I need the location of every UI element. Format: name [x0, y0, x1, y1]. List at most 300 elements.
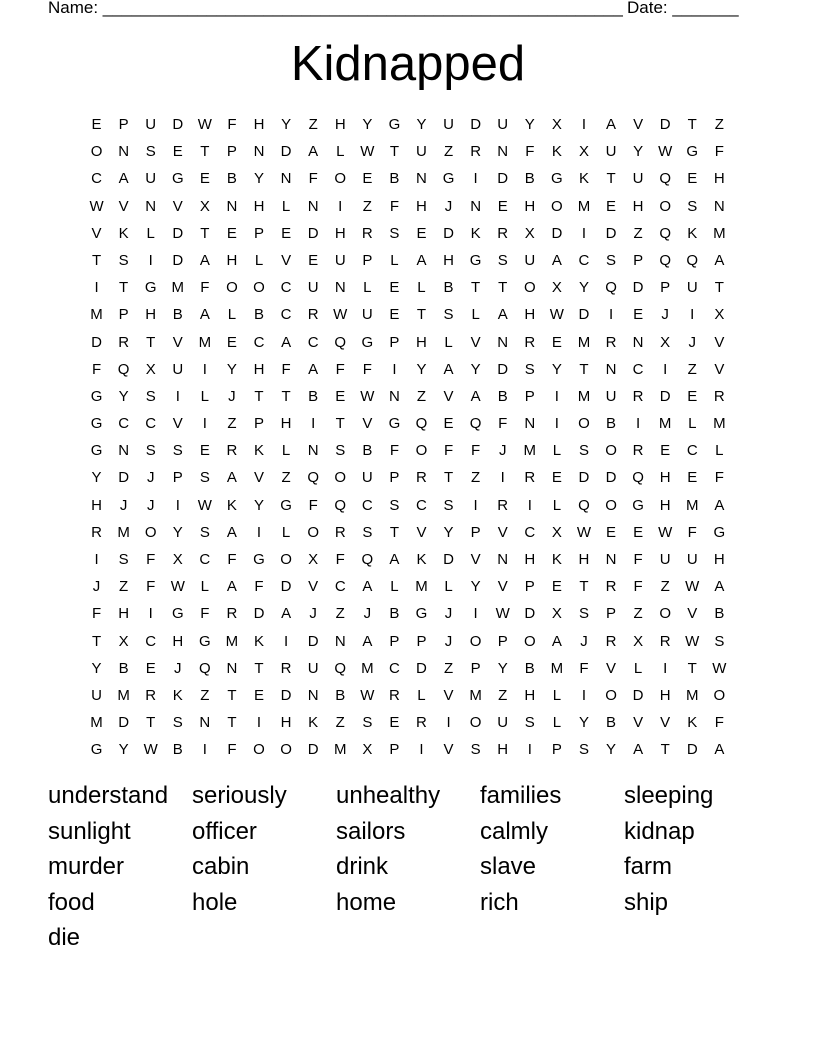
grid-cell: X: [362, 741, 373, 759]
grid-row: [83, 658, 733, 685]
grid-cell: F: [200, 605, 210, 623]
grid-cell: U: [172, 360, 184, 378]
grid-cell: Y: [416, 360, 427, 378]
grid-cell: T: [335, 415, 345, 433]
grid-cell: T: [443, 469, 454, 487]
grid-cell: V: [470, 333, 481, 351]
grid-cell: Y: [118, 387, 129, 405]
grid-cell: O: [280, 741, 292, 759]
grid-cell: E: [362, 170, 373, 188]
grid-cell: V: [172, 333, 183, 351]
grid-cell: M: [90, 306, 103, 324]
grid-cell: Y: [91, 469, 102, 487]
grid-cell: V: [714, 333, 725, 351]
grid-cell: I: [527, 741, 532, 759]
grid-cell: F: [227, 741, 237, 759]
grid-cell: I: [581, 116, 587, 133]
grid-cell: B: [714, 605, 725, 623]
grid-cell: I: [554, 415, 559, 433]
grid-cell: F: [281, 360, 291, 378]
grid-cell: E: [606, 523, 617, 541]
grid-cell: B: [524, 659, 535, 677]
grid-cell: I: [94, 279, 99, 297]
grid-cell: D: [416, 659, 427, 677]
grid-cell: F: [471, 442, 481, 460]
grid-cell: U: [632, 170, 644, 188]
grid-cell: W: [685, 578, 700, 596]
grid-cell: S: [578, 442, 589, 460]
grid-cell: X: [633, 632, 644, 650]
grid-cell: U: [416, 143, 427, 161]
grid-cell: P: [172, 469, 183, 487]
grid-cell: N: [470, 197, 482, 215]
grid-cell: F: [498, 415, 508, 433]
grid-cell: Y: [226, 360, 237, 378]
grid-cell: D: [605, 469, 617, 487]
word-list-item: drink: [336, 853, 389, 880]
grid-cell: S: [524, 360, 535, 378]
grid-row: [83, 549, 733, 576]
grid-cell: F: [146, 578, 156, 596]
grid-cell: I: [202, 741, 207, 759]
grid-cell: N: [524, 415, 536, 433]
word-list-item: cabin: [192, 853, 250, 880]
grid-cell: Z: [335, 714, 345, 732]
grid-cell: D: [280, 686, 292, 704]
grid-cell: Q: [659, 224, 672, 242]
grid-cell: E: [172, 143, 183, 161]
grid-cell: T: [579, 360, 589, 378]
grid-cell: S: [578, 741, 589, 759]
grid-cell: J: [688, 333, 696, 351]
grid-cell: D: [497, 360, 509, 378]
grid-cell: T: [119, 279, 129, 297]
grid-cell: I: [473, 605, 478, 623]
grid-cell: K: [226, 496, 237, 514]
grid-cell: S: [443, 496, 454, 514]
grid-cell: A: [714, 741, 725, 759]
grid-cell: J: [363, 605, 372, 623]
grid-cell: R: [524, 333, 536, 351]
grid-cell: B: [172, 306, 183, 324]
grid-cell: T: [389, 523, 399, 541]
grid-cell: S: [145, 387, 156, 405]
grid-cell: O: [226, 279, 238, 297]
grid-cell: I: [608, 306, 614, 324]
grid-cell: V: [633, 116, 644, 133]
grid-cell: R: [226, 605, 238, 623]
grid-cell: Y: [578, 714, 589, 732]
grid-cell: A: [199, 251, 210, 269]
grid-cell: M: [686, 686, 699, 704]
grid-cell: U: [686, 551, 698, 568]
grid-cell: A: [226, 523, 237, 541]
grid-cell: B: [389, 605, 400, 623]
grid-cell: N: [632, 333, 644, 351]
grid-cell: K: [551, 143, 562, 161]
grid-cell: I: [446, 714, 451, 732]
grid-cell: T: [281, 387, 291, 405]
grid-cell: A: [416, 251, 427, 269]
grid-cell: V: [497, 578, 508, 596]
grid-cell: W: [712, 659, 727, 677]
grid-cell: Y: [578, 279, 589, 297]
grid-cell: Z: [335, 605, 345, 623]
grid-cell: F: [335, 360, 345, 378]
grid-cell: E: [687, 170, 698, 188]
grid-cell: Q: [659, 251, 672, 269]
grid-cell: J: [228, 387, 236, 405]
grid-cell: M: [198, 333, 212, 351]
grid-cell: V: [443, 686, 454, 704]
grid-cell: F: [91, 605, 102, 623]
grid-cell: C: [199, 551, 211, 568]
grid-cell: S: [497, 251, 508, 269]
grid-cell: P: [118, 306, 129, 324]
grid-cell: G: [713, 523, 726, 541]
grid-cell: R: [713, 387, 725, 405]
grid-cell: D: [307, 741, 319, 759]
grid-cell: E: [199, 170, 210, 188]
grid-cell: Q: [659, 170, 672, 188]
word-list-item: food: [48, 888, 95, 916]
grid-cell: A: [226, 578, 237, 596]
grid-cell: S: [335, 442, 346, 460]
grid-cell: X: [551, 605, 562, 623]
grid-cell: P: [470, 659, 481, 677]
grid-cell: M: [415, 578, 428, 596]
grid-cell: P: [497, 632, 508, 650]
grid-cell: H: [416, 197, 427, 215]
grid-row: [83, 386, 733, 413]
grid-row: [83, 495, 733, 522]
grid-cell: P: [551, 741, 562, 759]
grid-cell: O: [659, 197, 672, 215]
grid-cell: G: [686, 143, 699, 161]
grid-cell: S: [145, 143, 156, 161]
grid-cell: I: [554, 387, 559, 405]
grid-cell: B: [443, 279, 454, 297]
grid-cell: L: [471, 306, 480, 324]
grid-cell: T: [660, 741, 670, 759]
grid-cell: G: [388, 415, 401, 433]
grid-cell: I: [419, 741, 424, 759]
grid-cell: T: [227, 686, 237, 704]
grid-cell: H: [659, 469, 671, 487]
grid-cell: P: [226, 143, 237, 161]
grid-cell: H: [253, 197, 265, 215]
grid-cell: H: [713, 551, 725, 568]
grid-cell: M: [658, 415, 672, 433]
grid-cell: I: [663, 360, 668, 378]
grid-cell: P: [389, 469, 400, 487]
grid-cell: G: [253, 551, 265, 568]
grid-cell: O: [307, 523, 319, 541]
grid-cell: P: [416, 632, 427, 650]
grid-cell: H: [443, 251, 454, 269]
grid-cell: L: [390, 578, 399, 596]
grid-cell: F: [146, 551, 156, 568]
grid-cell: D: [307, 632, 319, 650]
grid-cell: L: [390, 251, 399, 269]
grid-cell: X: [551, 523, 562, 541]
grid-cell: S: [389, 224, 400, 242]
grid-row: [83, 522, 733, 549]
grid-cell: I: [94, 551, 99, 568]
grid-cell: H: [524, 551, 536, 568]
grid-cell: L: [715, 442, 724, 460]
grid-cell: Y: [254, 496, 265, 514]
grid-cell: P: [524, 387, 535, 405]
grid-cell: Q: [117, 360, 130, 378]
grid-cell: R: [280, 659, 292, 677]
grid-cell: W: [658, 523, 673, 541]
grid-cell: R: [632, 387, 644, 405]
grid-cell: G: [415, 605, 428, 623]
name-field[interactable]: Name: _______________________________________________________: [48, 0, 623, 17]
grid-cell: R: [416, 714, 427, 732]
grid-cell: S: [118, 251, 129, 269]
grid-cell: H: [659, 686, 671, 704]
grid-cell: A: [714, 496, 725, 514]
grid-cell: D: [443, 224, 454, 242]
grid-row: [83, 141, 733, 168]
grid-cell: T: [714, 279, 724, 297]
grid-cell: E: [606, 197, 617, 215]
grid-cell: K: [578, 170, 589, 188]
grid-cell: R: [91, 523, 102, 541]
grid-cell: R: [497, 224, 509, 242]
grid-cell: D: [470, 116, 482, 133]
grid-cell: N: [199, 714, 211, 732]
grid-cell: J: [580, 632, 588, 650]
grid-cell: B: [226, 170, 237, 188]
grid-cell: O: [334, 170, 347, 188]
grid-cell: O: [469, 714, 482, 732]
grid-cell: H: [416, 333, 427, 351]
grid-cell: D: [172, 116, 184, 133]
grid-cell: P: [118, 116, 129, 133]
grid-cell: G: [280, 496, 292, 514]
grid-cell: B: [172, 741, 183, 759]
grid-cell: A: [281, 333, 292, 351]
grid-cell: M: [577, 387, 591, 405]
grid-cell: I: [284, 632, 289, 650]
grid-cell: F: [579, 659, 589, 677]
grid-cell: U: [145, 116, 157, 133]
grid-cell: R: [416, 469, 427, 487]
grid-cell: U: [605, 387, 617, 405]
grid-cell: Y: [362, 116, 373, 133]
grid-cell: W: [333, 306, 348, 324]
grid-cell: H: [172, 632, 184, 650]
grid-cell: B: [524, 170, 535, 188]
grid-cell: D: [280, 143, 292, 161]
grid-cell: P: [633, 251, 644, 269]
grid-cell: F: [714, 143, 724, 161]
grid-cell: V: [714, 360, 725, 378]
grid-row: [83, 631, 733, 658]
grid-cell: D: [307, 224, 319, 242]
grid-cell: Z: [227, 415, 237, 433]
word-list-item: seriously: [192, 782, 287, 809]
grid-cell: D: [551, 224, 563, 242]
grid-cell: T: [416, 306, 427, 324]
grid-cell: W: [143, 741, 158, 759]
grid-cell: F: [362, 360, 372, 378]
grid-cell: V: [281, 251, 292, 269]
grid-cell: H: [226, 251, 238, 269]
grid-cell: H: [253, 116, 265, 133]
grid-cell: E: [389, 306, 400, 324]
grid-cell: Q: [686, 251, 699, 269]
grid-cell: L: [336, 143, 345, 161]
grid-cell: T: [687, 116, 697, 133]
grid-cell: G: [469, 251, 482, 269]
grid-cell: U: [307, 279, 319, 297]
grid-cell: J: [444, 197, 453, 215]
grid-cell: B: [606, 714, 617, 732]
grid-cell: T: [200, 224, 210, 242]
grid-cell: K: [308, 714, 319, 732]
grid-cell: G: [551, 170, 563, 188]
grid-cell: A: [118, 170, 129, 188]
grid-cell: E: [335, 387, 346, 405]
grid-cell: A: [551, 632, 562, 650]
grid-cell: O: [605, 686, 617, 704]
word-list-item: understand: [48, 782, 169, 809]
grid-cell: E: [254, 686, 265, 704]
grid-cell: C: [307, 333, 319, 351]
grid-cell: N: [307, 197, 319, 215]
grid-cell: W: [360, 143, 375, 161]
grid-cell: L: [552, 496, 562, 514]
grid-cell: Z: [498, 686, 508, 704]
grid-cell: L: [552, 714, 562, 732]
grid-row: [83, 603, 733, 630]
grid-cell: U: [524, 251, 536, 269]
grid-cell: A: [199, 306, 210, 324]
grid-cell: C: [145, 632, 157, 650]
grid-cell: Q: [334, 333, 347, 351]
grid-cell: M: [577, 197, 591, 215]
grid-cell: O: [713, 686, 726, 704]
grid-cell: E: [416, 224, 427, 242]
word-list-item: murder: [48, 853, 125, 880]
grid-cell: W: [197, 496, 212, 514]
grid-cell: M: [225, 632, 239, 650]
grid-cell: D: [443, 551, 454, 568]
grid-cell: S: [362, 714, 373, 732]
grid-cell: R: [307, 306, 319, 324]
grid-cell: N: [280, 170, 292, 188]
grid-row: [83, 114, 733, 141]
grid-cell: T: [254, 387, 264, 405]
grid-cell: Z: [119, 578, 129, 596]
grid-cell: C: [632, 360, 644, 378]
grid-cell: P: [389, 741, 400, 759]
word-list-item: hole: [192, 888, 238, 916]
grid-cell: O: [280, 551, 292, 568]
grid-cell: M: [117, 686, 130, 704]
grid-cell: U: [307, 659, 319, 677]
grid-cell: K: [118, 224, 129, 242]
grid-cell: V: [254, 469, 265, 487]
grid-cell: X: [199, 197, 210, 215]
grid-cell: E: [91, 116, 102, 133]
grid-cell: R: [226, 442, 238, 460]
grid-cell: L: [227, 306, 237, 324]
grid-cell: R: [388, 686, 400, 704]
grid-row: [83, 277, 733, 304]
grid-cell: Q: [334, 496, 347, 514]
grid-cell: Z: [200, 686, 210, 704]
grid-cell: Z: [443, 143, 454, 161]
grid-cell: B: [254, 306, 265, 324]
grid-cell: B: [118, 659, 129, 677]
grid-cell: I: [473, 496, 478, 514]
grid-row: [83, 196, 733, 223]
grid-cell: S: [443, 306, 454, 324]
grid-cell: U: [443, 116, 454, 133]
grid-row: [83, 685, 733, 712]
grid-cell: W: [197, 116, 212, 133]
grid-cell: D: [91, 333, 102, 351]
grid-cell: F: [389, 197, 399, 215]
grid-cell: C: [361, 496, 373, 514]
grid-cell: O: [469, 632, 482, 650]
grid-cell: R: [605, 333, 617, 351]
grid-cell: F: [633, 578, 643, 596]
grid-cell: D: [659, 387, 671, 405]
grid-cell: W: [576, 523, 592, 541]
grid-cell: O: [578, 415, 590, 433]
grid-cell: N: [388, 387, 400, 405]
date-field[interactable]: Date: _______: [627, 0, 739, 17]
grid-cell: G: [90, 741, 103, 759]
grid-row: [83, 223, 733, 250]
grid-cell: I: [175, 496, 180, 514]
grid-cell: P: [389, 632, 400, 650]
grid-cell: R: [659, 632, 671, 650]
grid-cell: V: [91, 224, 102, 242]
grid-cell: F: [389, 442, 399, 460]
grid-cell: R: [632, 442, 644, 460]
grid-cell: Z: [471, 469, 481, 487]
grid-cell: I: [636, 415, 641, 433]
grid-cell: H: [145, 306, 157, 324]
grid-cell: X: [308, 551, 319, 568]
grid-cell: A: [633, 741, 644, 759]
grid-cell: G: [632, 496, 644, 514]
grid-cell: M: [361, 659, 374, 677]
grid-cell: R: [605, 578, 617, 596]
grid-cell: L: [200, 578, 210, 596]
grid-cell: H: [280, 415, 292, 433]
grid-cell: C: [416, 496, 427, 514]
grid-cell: R: [605, 632, 617, 650]
word-list: [48, 781, 768, 959]
grid-cell: N: [118, 442, 130, 460]
grid-cell: L: [552, 442, 562, 460]
grid-cell: B: [497, 387, 508, 405]
grid-cell: W: [658, 143, 673, 161]
grid-cell: A: [281, 605, 292, 623]
grid-cell: D: [632, 279, 644, 297]
grid-cell: S: [470, 741, 481, 759]
grid-cell: L: [363, 279, 372, 297]
grid-cell: A: [389, 551, 400, 568]
